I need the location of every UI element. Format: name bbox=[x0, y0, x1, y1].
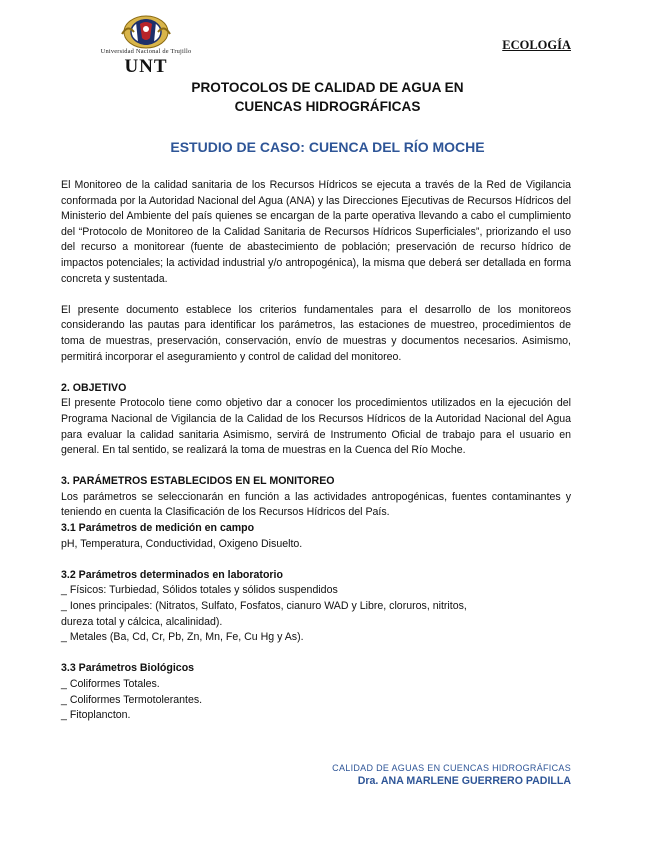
document-title-line1: PROTOCOLOS DE CALIDAD DE AGUA EN bbox=[191, 80, 464, 95]
list-item: dureza total y cálcica, alcalinidad). bbox=[61, 615, 223, 628]
list-item: _ Coliformes Totales. bbox=[61, 678, 160, 690]
parametros-heading: 3. PARÁMETROS ESTABLECIDOS EN EL MONITOREO bbox=[61, 475, 335, 488]
intro-paragraph-1: El Monitoreo de la calidad sanitaria de los Recursos Hídricos se ejecuta a través de la Red de Vigilancia conformada por la Autoridad Nacional del Agua (ANA) y las Direcciones Ejecutivas de Recursos Hídricos del Ministerio del Ambiente del país quienes se encargan de la parte operativa llevando a cabo el cumplimiento del “Protocolo de Monitoreo de la Calidad Sanitaria de Recursos Hídricos Superficiales”, priorizando el uso del recurso a monitorear (fuente de abastecimiento de población; preservación de recurso hídrico de impactos potenciales; la actividad industrial y/o antropogénica), la misma que deberá ser detallada en forma concreta y sustentada. bbox=[61, 179, 571, 285]
list-item: _ Iones principales: (Nitratos, Sulfato, Fosfatos, cianuro WAD y Libre, cloruros, nitritos, bbox=[61, 600, 467, 613]
list-item: _ Metales (Ba, Cd, Cr, Pb, Zn, Mn, Fe, Cu Hg y As). bbox=[61, 631, 304, 644]
objetivo-heading: 2. OBJETIVO bbox=[61, 381, 127, 394]
parametros-text: Los parámetros se seleccionarán en función a las actividades antropogénicas, fuentes contaminantes y teniendo en cuenta la Clasificación de los Recursos Hídricos del País. bbox=[61, 490, 571, 519]
footer-author: Dra. ANA MARLENE GUERRERO PADILLA bbox=[357, 775, 571, 787]
university-name: Universidad Nacional de Trujillo bbox=[100, 48, 192, 55]
case-study-subtitle: ESTUDIO DE CASO: CUENCA DEL RÍO MOCHE bbox=[170, 139, 485, 155]
document-body bbox=[61, 178, 571, 724]
section-3-2-heading: 3.2 Parámetros determinados en laboratorio bbox=[61, 568, 283, 581]
footer-course-title: CALIDAD DE AGUAS EN CUENCAS HIDROGRÁFICAS bbox=[332, 763, 571, 773]
subject-label: ECOLOGÍA bbox=[502, 38, 571, 52]
objetivo-text: El presente Protocolo tiene como objetivo dar a conocer los procedimientos utilizados en la ejecución del Programa Nacional de Vigilancia de la Calidad de los Recursos Hídricos de la Autoridad Nacional del Agua para evaluar la calidad sanitaria Asimismo, servirá de Instrumento Oficial de trabajo para el usuario en general. En tal sentido, se realizará la toma de muestras en la Cuenca del Río Moche. bbox=[61, 397, 571, 457]
list-item: _ Coliformes Termotolerantes. bbox=[61, 693, 203, 706]
page-footer bbox=[332, 763, 571, 787]
list-item: _ Fitoplancton. bbox=[61, 709, 131, 722]
intro-paragraph-2: El presente documento establece los criterios fundamentales para el desarrollo de los monitoreos considerando las pautas para identificar los parámetros, las estaciones de muestreo, procedimientos de toma de muestras, preservación, conservación, envío de muestras y documentos necesarios. Asimismo, permitirá incorporar el aseguramiento y control de calidad del monitoreo. bbox=[61, 303, 571, 363]
section-3-1-text: pH, Temperatura, Conductividad, Oxigeno Disuelto. bbox=[61, 537, 303, 550]
section-3-3-heading: 3.3 Parámetros Biológicos bbox=[61, 662, 195, 675]
university-crest-icon bbox=[114, 14, 178, 50]
university-abbr: UNT bbox=[124, 56, 168, 77]
university-logo bbox=[66, 14, 226, 76]
document-title-line2: CUENCAS HIDROGRÁFICAS bbox=[234, 99, 421, 114]
section-3-1-heading: 3.1 Parámetros de medición en campo bbox=[61, 522, 255, 535]
list-item: _ Físicos: Turbiedad, Sólidos totales y sólidos suspendidos bbox=[61, 584, 338, 597]
